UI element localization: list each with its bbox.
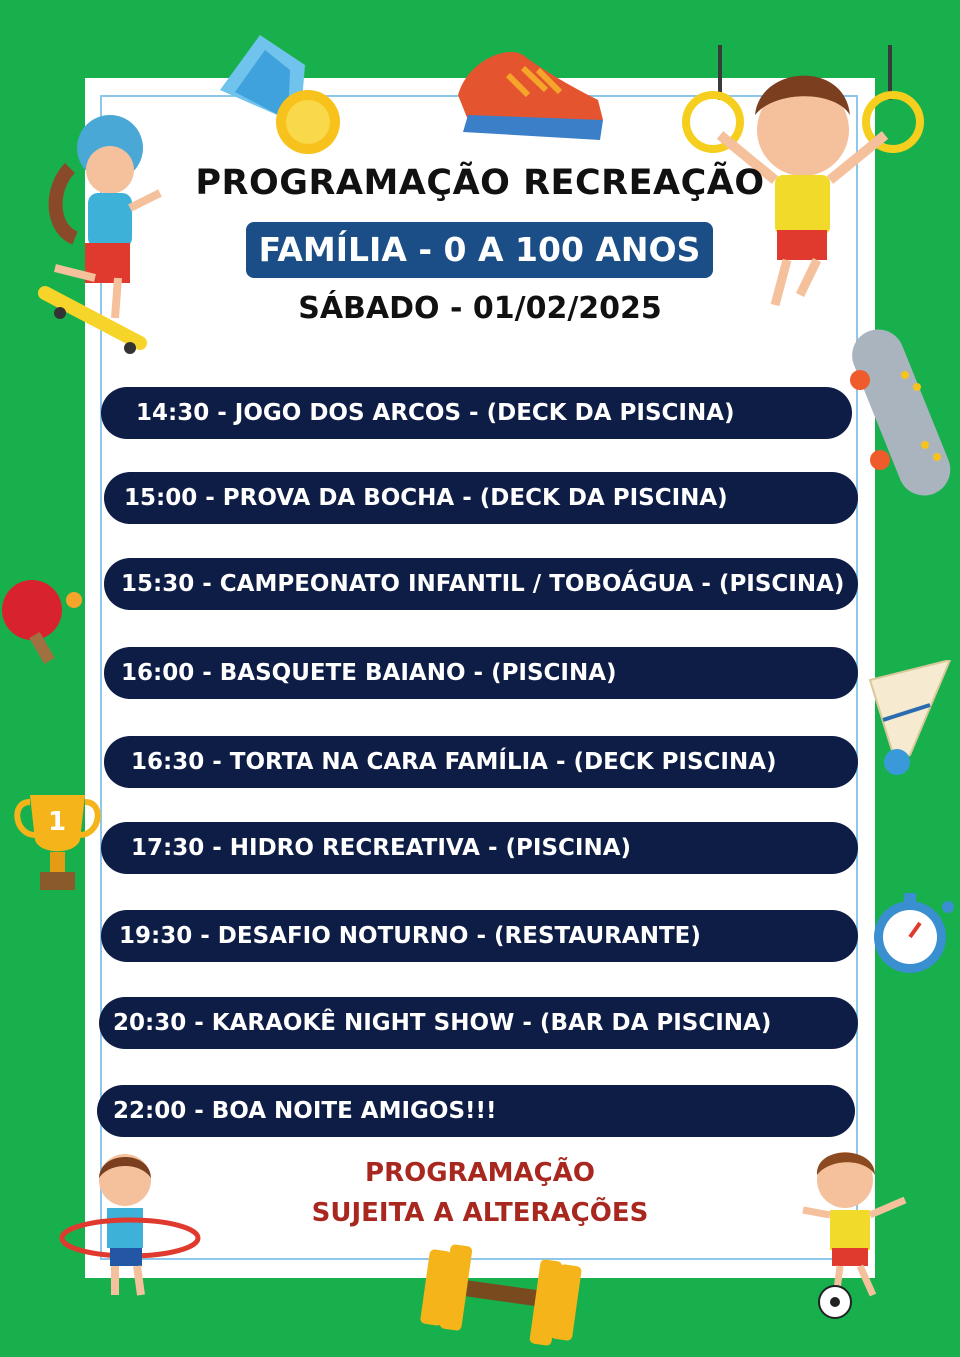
event-item: 16:30 - TORTA NA CARA FAMÍLIA - (DECK PISCINA) (104, 736, 858, 788)
shuttlecock-icon (865, 660, 960, 775)
event-item: 20:30 - KARAOKÊ NIGHT SHOW - (BAR DA PISCINA) (99, 997, 858, 1049)
event-date: SÁBADO - 01/02/2025 (298, 291, 662, 326)
trophy-icon (10, 790, 105, 895)
page-title: PROGRAMAÇÃO RECREAÇÃO (195, 163, 765, 203)
event-item: 19:30 - DESAFIO NOTURNO - (RESTAURANTE) (101, 910, 858, 962)
notice-line-2: SUJEITA A ALTERAÇÕES (311, 1198, 649, 1228)
event-item: 15:00 - PROVA DA BOCHA - (DECK DA PISCINA) (104, 472, 858, 524)
event-item: 22:00 - BOA NOITE AMIGOS!!! (97, 1085, 855, 1137)
event-item: 16:00 - BASQUETE BAIANO - (PISCINA) (104, 647, 858, 699)
trophy-number: 1 (47, 807, 67, 837)
stopwatch-icon (870, 885, 960, 980)
skateboard-icon (845, 325, 960, 500)
audience-badge: FAMÍLIA - 0 A 100 ANOS (246, 222, 713, 278)
event-item: 14:30 - JOGO DOS ARCOS - (DECK DA PISCINA) (101, 387, 852, 439)
medal-icon (210, 30, 350, 160)
notice-line-1: PROGRAMAÇÃO (365, 1158, 595, 1188)
ping-pong-paddle-icon (0, 575, 90, 670)
event-item: 17:30 - HIDRO RECREATIVA - (PISCINA) (101, 822, 858, 874)
sneaker-icon (448, 40, 608, 145)
event-item: 15:30 - CAMPEONATO INFANTIL / TOBOÁGUA - (PISCINA) (104, 558, 858, 610)
dumbbell-icon (415, 1240, 585, 1350)
